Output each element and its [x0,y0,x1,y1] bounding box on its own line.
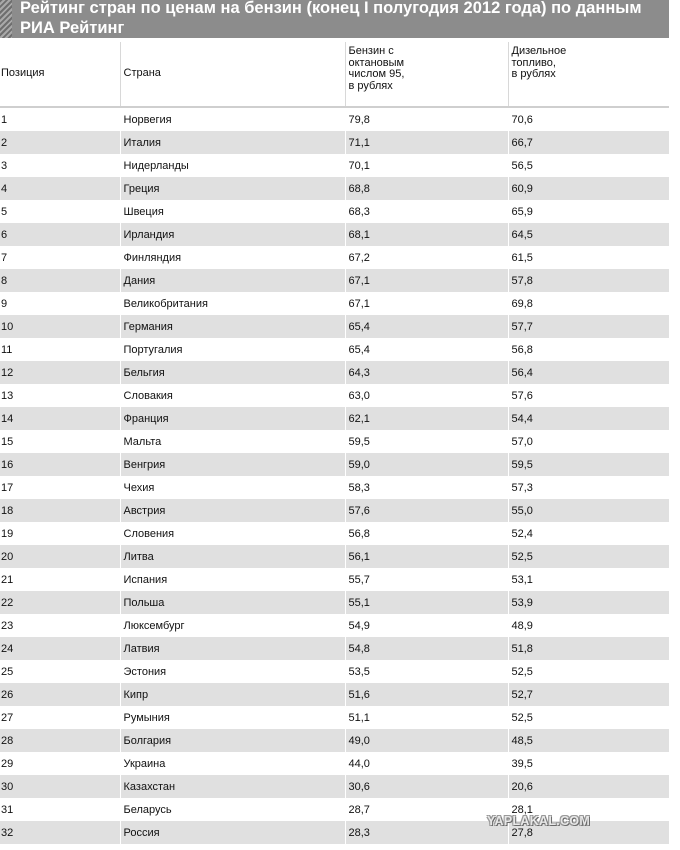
table-row [0,154,669,177]
cell-diesel-price: 57,0 [508,430,669,453]
cell-diesel-price: 60,9 [508,177,669,200]
cell-position: 13 [0,384,120,407]
cell-petrol-price: 55,7 [345,568,508,591]
cell-country: Австрия [120,499,345,522]
cell-diesel-price: 53,1 [508,568,669,591]
cell-diesel-price: 57,7 [508,315,669,338]
title-stripes-decoration [0,0,12,38]
table-row [0,315,669,338]
cell-country: Польша [120,591,345,614]
cell-petrol-price: 67,2 [345,246,508,269]
table-row [0,107,669,131]
cell-diesel-price: 28,1 [508,798,669,821]
table-row [0,223,669,246]
cell-petrol-price: 63,0 [345,384,508,407]
table-row [0,522,669,545]
cell-petrol-price: 44,0 [345,752,508,775]
cell-position: 15 [0,430,120,453]
cell-position: 28 [0,729,120,752]
cell-petrol-price: 51,6 [345,683,508,706]
cell-position: 26 [0,683,120,706]
header-diesel-price [508,42,669,107]
cell-petrol-price: 67,1 [345,292,508,315]
price-rating-table [0,42,669,844]
cell-country: Греция [120,177,345,200]
cell-petrol-price: 62,1 [345,407,508,430]
page-title: Рейтинг стран по ценам на бензин (конец I полугодия 2012 года) по данным РИА Рейтинг [20,0,642,37]
header-diesel-line: топливо, [511,56,556,69]
cell-petrol-price: 57,6 [345,499,508,522]
cell-diesel-price: 61,5 [508,246,669,269]
cell-country: Эстония [120,660,345,683]
table-row [0,177,669,200]
header-diesel-line: в рублях [511,68,556,80]
cell-country: Италия [120,131,345,154]
cell-country: Великобритания [120,292,345,315]
cell-country: Ирландия [120,223,345,246]
cell-position: 18 [0,499,120,522]
cell-position: 9 [0,292,120,315]
table-row [0,292,669,315]
table-row [0,729,669,752]
cell-country: Португалия [120,338,345,361]
cell-petrol-price: 56,1 [345,545,508,568]
cell-diesel-price: 53,9 [508,591,669,614]
header-petrol-line: октановым [348,56,405,69]
cell-position: 30 [0,775,120,798]
cell-position: 6 [0,223,120,246]
cell-petrol-price: 54,9 [345,614,508,637]
cell-petrol-price: 53,5 [345,660,508,683]
cell-country: Финляндия [120,246,345,269]
cell-petrol-price: 70,1 [345,154,508,177]
cell-diesel-price: 64,5 [508,223,669,246]
cell-country: Нидерланды [120,154,345,177]
table-row [0,407,669,430]
cell-petrol-price: 56,8 [345,522,508,545]
cell-diesel-price: 52,5 [508,545,669,568]
cell-position: 32 [0,821,120,844]
cell-diesel-price: 54,4 [508,407,669,430]
header-country: Страна [120,42,345,107]
cell-position: 1 [0,107,120,131]
cell-diesel-price: 51,8 [508,637,669,660]
cell-country: Словения [120,522,345,545]
cell-petrol-price: 71,1 [345,131,508,154]
cell-petrol-price: 65,4 [345,338,508,361]
cell-position: 23 [0,614,120,637]
header-petrol-line: числом 95, [348,68,405,80]
cell-petrol-price: 51,1 [345,706,508,729]
cell-position: 17 [0,476,120,499]
cell-diesel-price: 39,5 [508,752,669,775]
table-row [0,338,669,361]
cell-diesel-price: 56,8 [508,338,669,361]
table-row [0,361,669,384]
cell-petrol-price: 49,0 [345,729,508,752]
table-row [0,591,669,614]
cell-petrol-price: 58,3 [345,476,508,499]
cell-position: 21 [0,568,120,591]
cell-country: Чехия [120,476,345,499]
cell-position: 8 [0,269,120,292]
cell-diesel-price: 52,7 [508,683,669,706]
cell-country: Дания [120,269,345,292]
cell-diesel-price: 56,5 [508,154,669,177]
cell-petrol-price: 28,7 [345,798,508,821]
cell-petrol-price: 64,3 [345,361,508,384]
cell-diesel-price: 48,9 [508,614,669,637]
cell-position: 31 [0,798,120,821]
cell-position: 4 [0,177,120,200]
cell-diesel-price: 56,4 [508,361,669,384]
cell-country: Норвегия [120,107,345,131]
cell-country: Латвия [120,637,345,660]
cell-position: 27 [0,706,120,729]
cell-diesel-price: 52,4 [508,522,669,545]
table-row [0,660,669,683]
cell-diesel-price: 55,0 [508,499,669,522]
cell-country: Болгария [120,729,345,752]
cell-country: Люксембург [120,614,345,637]
cell-position: 25 [0,660,120,683]
cell-position: 11 [0,338,120,361]
cell-diesel-price: 20,6 [508,775,669,798]
header-position: Позиция [0,42,120,107]
cell-diesel-price: 57,6 [508,384,669,407]
header-diesel-line: Дизельное [511,45,567,57]
table-row [0,568,669,591]
cell-position: 10 [0,315,120,338]
cell-petrol-price: 67,1 [345,269,508,292]
cell-country: Беларусь [120,798,345,821]
table-header-row [0,42,669,107]
header-petrol-line: в рублях [348,79,393,92]
table-row [0,637,669,660]
cell-position: 24 [0,637,120,660]
cell-position: 12 [0,361,120,384]
table-row [0,269,669,292]
cell-diesel-price: 27,8 [508,821,669,844]
cell-position: 7 [0,246,120,269]
cell-petrol-price: 30,6 [345,775,508,798]
cell-diesel-price: 66,7 [508,131,669,154]
cell-petrol-price: 68,3 [345,200,508,223]
table-row [0,384,669,407]
cell-petrol-price: 79,8 [345,107,508,131]
cell-position: 29 [0,752,120,775]
cell-diesel-price: 52,5 [508,706,669,729]
cell-petrol-price: 28,3 [345,821,508,844]
cell-country: Испания [120,568,345,591]
cell-diesel-price: 57,8 [508,269,669,292]
cell-country: Германия [120,315,345,338]
header-petrol-line: Бензин с [348,45,394,57]
cell-country: Кипр [120,683,345,706]
table-row [0,131,669,154]
cell-country: Россия [120,821,345,844]
table-row [0,752,669,775]
title-bar [0,0,669,38]
cell-diesel-price: 70,6 [508,107,669,131]
cell-diesel-price: 48,5 [508,729,669,752]
cell-diesel-price: 57,3 [508,476,669,499]
cell-country: Казахстан [120,775,345,798]
cell-country: Венгрия [120,453,345,476]
cell-position: 3 [0,154,120,177]
cell-petrol-price: 68,8 [345,177,508,200]
table-row [0,775,669,798]
cell-position: 14 [0,407,120,430]
cell-petrol-price: 68,1 [345,223,508,246]
cell-petrol-price: 59,5 [345,430,508,453]
cell-position: 2 [0,131,120,154]
cell-diesel-price: 65,9 [508,200,669,223]
cell-diesel-price: 59,5 [508,453,669,476]
table-row [0,499,669,522]
cell-country: Словакия [120,384,345,407]
cell-country: Мальта [120,430,345,453]
cell-diesel-price: 69,8 [508,292,669,315]
table-row [0,200,669,223]
table-row [0,476,669,499]
header-petrol-price [345,42,508,107]
cell-diesel-price: 52,5 [508,660,669,683]
cell-petrol-price: 59,0 [345,453,508,476]
table-row [0,430,669,453]
cell-petrol-price: 65,4 [345,315,508,338]
table-row [0,545,669,568]
cell-country: Литва [120,545,345,568]
table-row [0,683,669,706]
table-row [0,453,669,476]
table-body [0,107,669,844]
cell-petrol-price: 55,1 [345,591,508,614]
cell-country: Бельгия [120,361,345,384]
cell-country: Румыния [120,706,345,729]
table-row [0,706,669,729]
watermark: YAPLAKAL.COM [487,814,591,828]
cell-position: 16 [0,453,120,476]
cell-position: 19 [0,522,120,545]
cell-country: Франция [120,407,345,430]
table-row [0,614,669,637]
cell-country: Украина [120,752,345,775]
cell-petrol-price: 54,8 [345,637,508,660]
cell-position: 20 [0,545,120,568]
cell-position: 22 [0,591,120,614]
cell-position: 5 [0,200,120,223]
table-row [0,246,669,269]
cell-country: Швеция [120,200,345,223]
